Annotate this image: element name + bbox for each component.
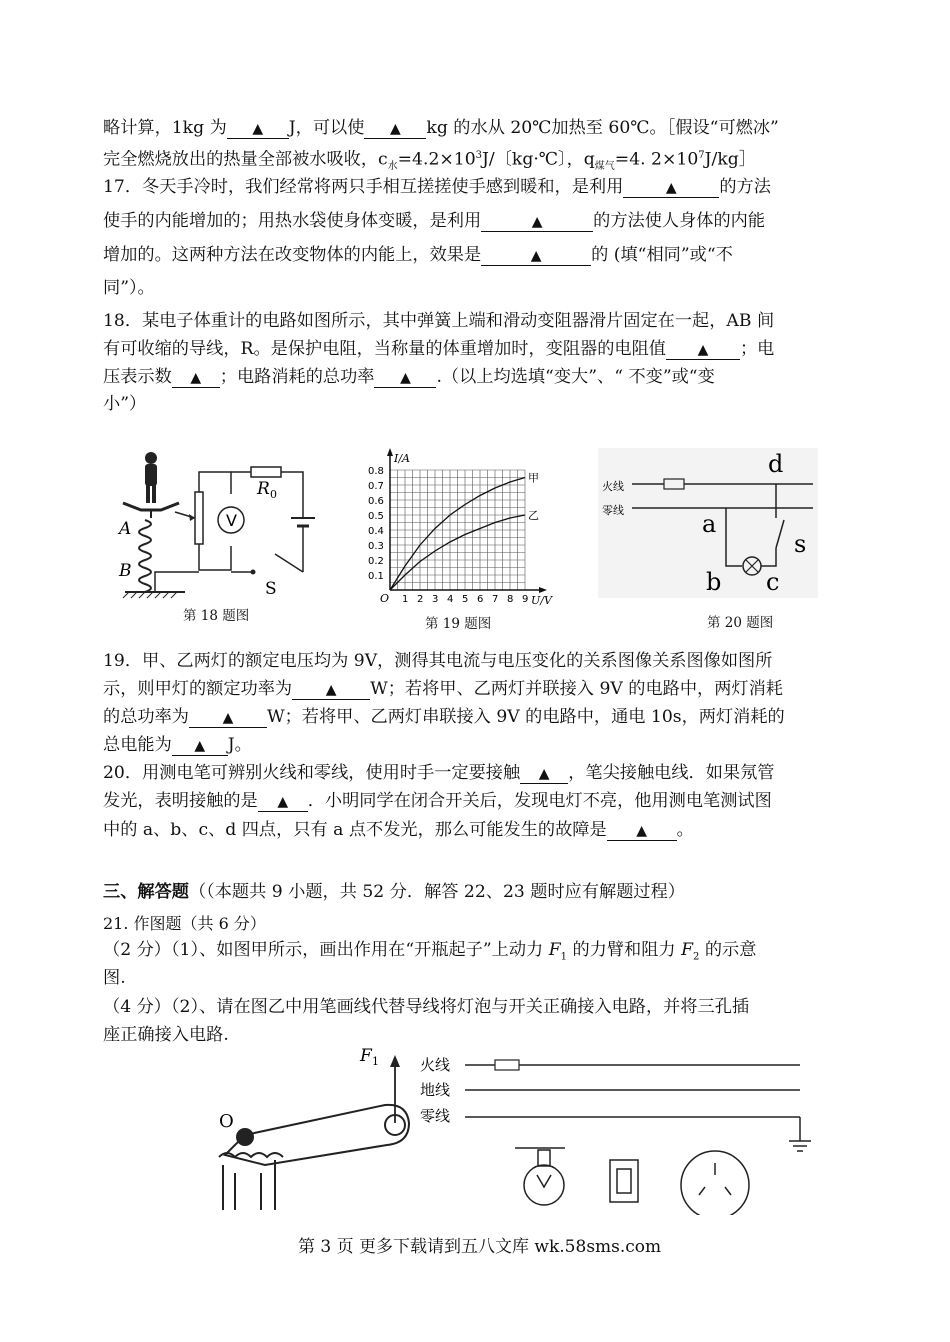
q17-line: 使手的内能增加的；用热水袋使身体变暖，是利用 ▲ 的方法使人身体的内能 [103, 211, 766, 231]
answer-blank[interactable]: ▲ [607, 821, 677, 841]
series-label: 乙 [528, 509, 539, 522]
q21-line: （2 分）（1）、如图甲所示，画出作用在“开瓶起子”上动力 $F_1$ 的力臂和阻力 $F_2$ 的示意 [103, 940, 757, 963]
figure-18-caption: 第 18 题图 [183, 608, 250, 624]
answer-blank[interactable]: ▲ [666, 340, 740, 360]
svg-text:地线: 地线 [420, 1081, 451, 1099]
y-tick-label: 0.6 [368, 496, 384, 507]
text-line: 略计算，1kg 为 ▲ J，可以使 ▲ kg 的水从 20℃加热至 60℃。［假设“可燃冰” [103, 118, 779, 138]
y-tick-label: 0.7 [368, 481, 384, 492]
svg-text:0: 0 [270, 488, 277, 501]
svg-text:零线: 零线 [420, 1107, 451, 1125]
switch [610, 1160, 638, 1202]
q17-line: 同”）。 [103, 278, 155, 298]
figure-18-circuit [115, 450, 325, 610]
y-tick-label: 0.2 [368, 556, 384, 567]
bottle-opener [219, 1105, 409, 1210]
light-bulb [515, 1148, 565, 1205]
q19-line: 19．甲、乙两灯的额定电压均为 9V，测得其电流与电压变化的关系图像关系图像如图所 [103, 651, 773, 671]
y-tick-label: 0.8 [368, 466, 384, 477]
q21-line: 图. [103, 968, 126, 988]
svg-text:b: b [706, 568, 722, 596]
svg-text:d: d [768, 450, 784, 478]
q20-line: 20．用测电笔可辨别火线和零线，使用时手一定要接触 ▲ ，笔尖接触电线．如果氖管 [103, 763, 775, 783]
answer-blank[interactable]: ▲ [189, 708, 267, 728]
x-tick-label: 5 [462, 594, 469, 605]
q18-line: 小”） [103, 394, 147, 414]
q17-line: 增加的。这两种方法在改变物体的内能上，效果是 ▲ 的 (填“相同”或“不 [103, 245, 733, 265]
answer-blank[interactable]: ▲ [623, 178, 719, 198]
answer-blank[interactable]: ▲ [520, 764, 568, 784]
resistor-r0 [251, 467, 281, 477]
svg-text:S: S [265, 579, 277, 599]
q21-line: 座正确接入电路. [103, 1025, 229, 1045]
x-axis-label: U/V [531, 594, 552, 607]
answer-blank[interactable]: ▲ [364, 119, 426, 139]
person-figure [145, 452, 157, 503]
q18-line: 有可收缩的导线，R。是保护电阻，当称量的体重增加时，变阻器的电阻值 ▲ ；电 [103, 339, 775, 359]
section-3-heading: 三、解答题（（本题共 9 小题，共 52 分．解答 22、23 题时应有解题过程） [103, 882, 685, 902]
y-tick-label: 0.1 [368, 571, 384, 582]
q19-line: 的总功率为 ▲ W；若将甲、乙两灯串联接入 9V 的电路中，通电 10s，两灯消耗的 [103, 707, 785, 727]
figure-19-caption: 第 19 题图 [425, 616, 492, 632]
q18-line: 18．某电子体重计的电路如图所示，其中弹簧上端和滑动变阻器滑片固定在一起，AB 间 [103, 311, 775, 331]
figure-20-caption: 第 20 题图 [707, 615, 774, 631]
series-label: 甲 [528, 471, 539, 485]
x-tick-label: 9 [522, 594, 529, 605]
q17-line: 17．冬天手冷时，我们经常将两只手相互搓搓使手感到暖和，是利用 ▲ 的方法 [103, 177, 771, 197]
q20-line: 发光，表明接触的是 ▲ ．小明同学在闭合开关后，发现电灯不亮，他用测电笔测试图 [103, 791, 772, 811]
q18-line: 压表示数 ▲ ；电路消耗的总功率 ▲ .（以上均选填“变大”、“ 不变”或“变 [103, 367, 715, 387]
answer-blank[interactable]: ▲ [172, 736, 228, 756]
page-footer: 第 3 页 更多下载请到五八文库 wk.58sms.com [298, 1237, 662, 1257]
y-tick-label: 0.3 [368, 541, 384, 552]
svg-text:F: F [360, 1046, 372, 1066]
figure-21-diagrams [215, 1045, 815, 1215]
y-tick-label: 0.5 [368, 511, 384, 522]
q19-line: 总电能为 ▲ J。 [103, 735, 252, 755]
x-tick-label: 4 [447, 594, 454, 605]
q19-line: 示，则甲灯的额定功率为 ▲ W；若将甲、乙两灯并联接入 9V 的电路中，两灯消耗 [103, 679, 783, 699]
svg-text:B: B [119, 561, 132, 581]
figure-19-chart [360, 440, 555, 610]
x-axis-arrow [539, 587, 547, 593]
figure-20-circuit [598, 448, 818, 598]
answer-blank[interactable]: ▲ [172, 368, 220, 388]
svg-text:零线: 零线 [602, 504, 624, 517]
three-pin-socket [681, 1151, 749, 1215]
x-tick-label: 8 [507, 594, 514, 605]
q21-line: （4 分）（2）、请在图乙中用笔画线代替导线将灯泡与开关正确接入电路，并将三孔插 [103, 997, 750, 1017]
q20-line: 中的 a、b、c、d 四点，只有 a 点不发光，那么可能发生的故障是 ▲ 。 [103, 820, 694, 840]
svg-text:火线: 火线 [602, 480, 624, 493]
answer-blank[interactable]: ▲ [227, 119, 289, 139]
answer-blank[interactable]: ▲ [292, 680, 370, 700]
answer-blank[interactable]: ▲ [481, 246, 591, 266]
svg-text:V: V [226, 511, 237, 530]
x-tick-label: 1 [402, 594, 409, 605]
svg-text:a: a [702, 510, 717, 538]
svg-text:s: s [794, 530, 807, 558]
rheostat [195, 492, 203, 544]
pivot-point [236, 1128, 254, 1146]
y-axis-arrow [387, 448, 393, 456]
origin-label: O [380, 592, 390, 605]
answer-blank[interactable]: ▲ [374, 368, 436, 388]
svg-text:c: c [766, 568, 780, 596]
x-tick-label: 6 [477, 594, 484, 605]
fuse [495, 1060, 519, 1070]
q21-title: 21. 作图题（共 6 分） [103, 914, 266, 933]
svg-text:A: A [119, 519, 132, 539]
svg-text:火线: 火线 [420, 1056, 451, 1074]
answer-blank[interactable]: ▲ [258, 792, 308, 812]
y-axis-label: I/A [394, 452, 410, 465]
spring [139, 520, 151, 592]
x-tick-label: 7 [492, 594, 499, 605]
svg-text:R: R [257, 479, 270, 499]
svg-text:O: O [219, 1111, 234, 1132]
x-tick-label: 2 [417, 594, 424, 605]
answer-blank[interactable]: ▲ [481, 212, 593, 232]
y-tick-label: 0.4 [368, 526, 384, 537]
x-tick-label: 3 [432, 594, 439, 605]
text-line: 完全燃烧放出的热量全部被水吸收，$c_水=4.2\times 10^3J/$〔kg·℃〕，$q_{煤气}=4$. $2\times 10^7J/kg]$ [103, 149, 756, 173]
svg-text:1: 1 [372, 1055, 379, 1068]
